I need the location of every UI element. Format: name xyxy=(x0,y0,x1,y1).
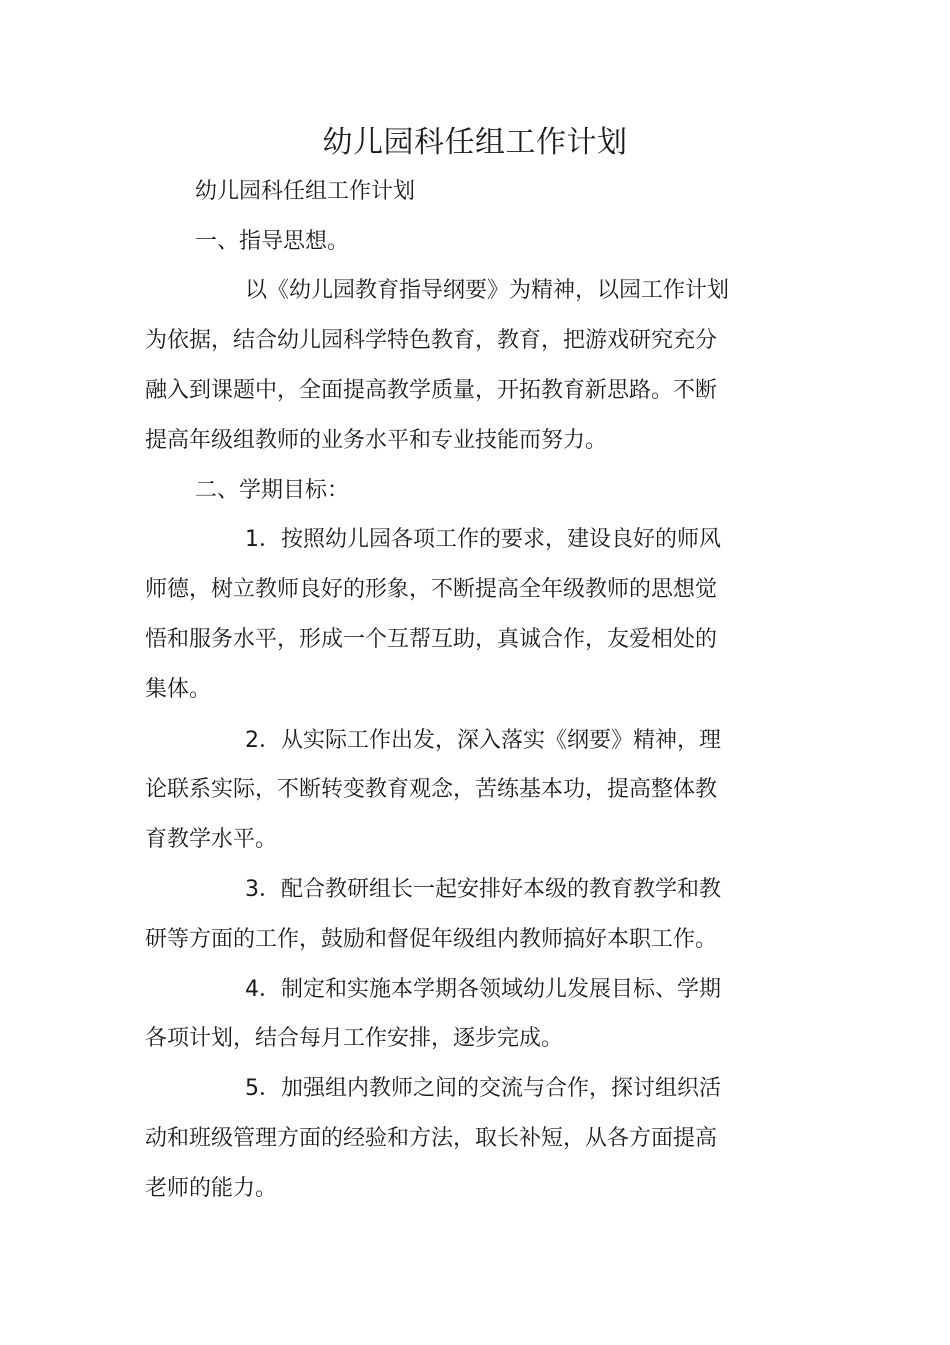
paragraph-line: 2．从实际工作出发，深入落实《纲要》精神，理 xyxy=(245,728,721,753)
paragraph-line: 集体。 xyxy=(145,677,212,702)
document-title: 幼儿园科任组工作计划 xyxy=(322,125,628,160)
section-heading-term-goals: 二、学期目标： xyxy=(195,478,350,503)
paragraph-line: 论联系实际，不断转变教育观念，苦练基本功，提高整体教 xyxy=(145,777,718,802)
paragraph-line: 为依据，结合幼儿园科学特色教育，教育，把游戏研究充分 xyxy=(145,328,718,353)
section-heading-guiding-thought: 一、指导思想。 xyxy=(195,229,350,254)
paragraph-line: 1．按照幼儿园各项工作的要求，建设良好的师风 xyxy=(245,527,721,552)
paragraph-line: 提高年级组教师的业务水平和专业技能而努力。 xyxy=(145,428,608,453)
paragraph-line: 研等方面的工作，鼓励和督促年级组内教师搞好本职工作。 xyxy=(145,927,718,952)
paragraph-line: 动和班级管理方面的经验和方法，取长补短，从各方面提高 xyxy=(145,1126,718,1151)
document-subtitle: 幼儿园科任组工作计划 xyxy=(195,179,416,204)
paragraph-line: 老师的能力。 xyxy=(145,1176,278,1201)
paragraph-line: 5．加强组内教师之间的交流与合作，探讨组织活 xyxy=(245,1076,721,1101)
paragraph-line: 各项计划，结合每月工作安排，逐步完成。 xyxy=(145,1026,564,1051)
paragraph-line: 悟和服务水平，形成一个互帮互助，真诚合作，友爱相处的 xyxy=(145,627,718,652)
paragraph-line: 融入到课题中，全面提高教学质量，开拓教育新思路。不断 xyxy=(145,378,718,403)
paragraph-line: 3．配合教研组长一起安排好本级的教育教学和教 xyxy=(245,877,721,902)
paragraph-line: 4．制定和实施本学期各领域幼儿发展目标、学期 xyxy=(245,977,721,1002)
paragraph-line: 师德，树立教师良好的形象，不断提高全年级教师的思想觉 xyxy=(145,577,718,602)
paragraph-line: 育教学水平。 xyxy=(145,827,278,852)
paragraph-line: 以《幼儿园教育指导纲要》为精神，以园工作计划 xyxy=(245,278,730,303)
